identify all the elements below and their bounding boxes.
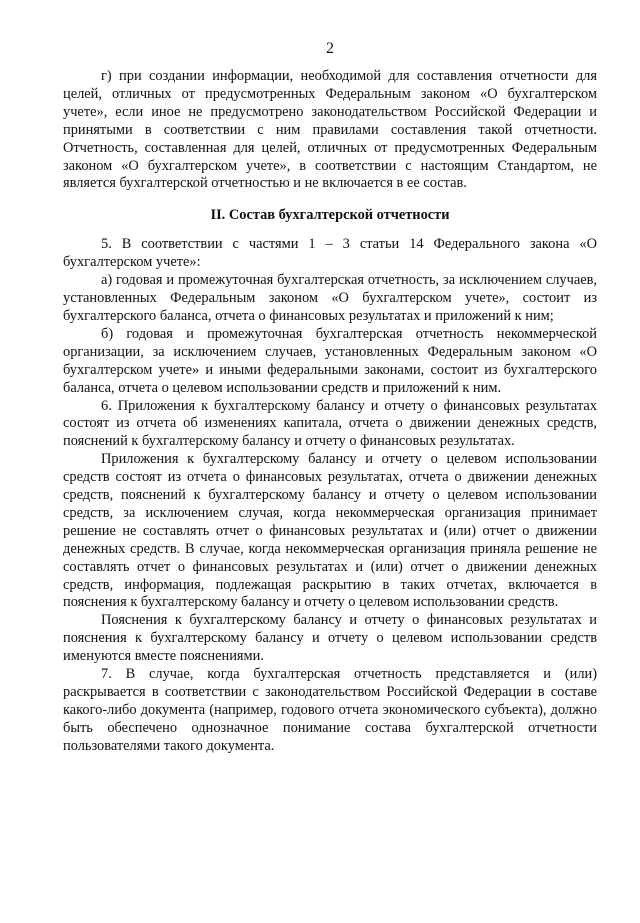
paragraph-5: 5. В соответствии с частями 1 – 3 статьи 14 Федерального закона «О бухгалтерском учете»: [63,236,597,271]
paragraph-g: г) при создании информации, необходимой для составления отчетности для целей, отличных от предусмотренных Федеральным законом «О бухгалтерском учете», если иное не предусмотрено законодательством Российской Федерации и принятыми в соответствии с ним правилами составления такой отчетности. Отчетность, составленная для целей, отличных от предусмотренных Федеральным законом «О бухгалтерском учете», в соответствии с настоящим Стандартом, не является бухгалтерской отчетностью и не включается в ее состав. [63,68,597,192]
paragraph-7: 7. В случае, когда бухгалтерская отчетность представляется и (или) раскрывается в соответствии с законодательством Российской Федерации в составе какого-либо документа (например, годового отчета экономического субъекта), должно быть обеспечено однозначное понимание состава бухгалтерской отчетности пользователями такого документа. [63,666,597,754]
paragraph-6: 6. Приложения к бухгалтерскому балансу и отчету о финансовых результатах состоят из отчета об изменениях капитала, отчета о движении денежных средств, пояснений к бухгалтерскому балансу и отчету о финансовых результатах. [63,397,597,450]
section-heading: II. Состав бухгалтерской отчетности [210,207,450,224]
paragraph-6-explanations: Пояснения к бухгалтерскому балансу и отчету о финансовых результатах и пояснения к бухгалтерскому балансу и отчету о целевом использовании средств именуются вместе пояснениями. [63,612,597,665]
page-number: 2 [326,40,334,57]
paragraph-5b: б) годовая и промежуточная бухгалтерская отчетность некоммерческой организации, за исключением случаев, установленных Федеральным законом «О бухгалтерском учете» и иными федеральными законами, состоит из бухгалтерского баланса, отчета о целевом использовании средств и приложений к ним. [63,325,597,396]
paragraph-5a: а) годовая и промежуточная бухгалтерская отчетность, за исключением случаев, установленных Федеральным законом «О бухгалтерском учете», состоит из бухгалтерского баланса, отчета о финансовых результатах и приложений к ним; [63,272,597,324]
paragraph-6-appendices-nonprofit: Приложения к бухгалтерскому балансу и отчету о целевом использовании средств состоят из отчета о финансовых результатах, отчета о движении денежных средств, пояснений к бухгалтерскому балансу и отчету о целевом использовании средств, за исключением случая, когда некоммерческая организация принимает решение не составлять отчет о финансовых результатах и (или) отчет о движении денежных средств. В случае, когда некоммерческая организация приняла решение не составлять отчет о финансовых результатах и (или) отчет о движении денежных средств, информация, подлежащая раскрытию в таких отчетах, включается в пояснения к бухгалтерскому балансу и отчету о целевом использовании средств. [63,451,597,611]
